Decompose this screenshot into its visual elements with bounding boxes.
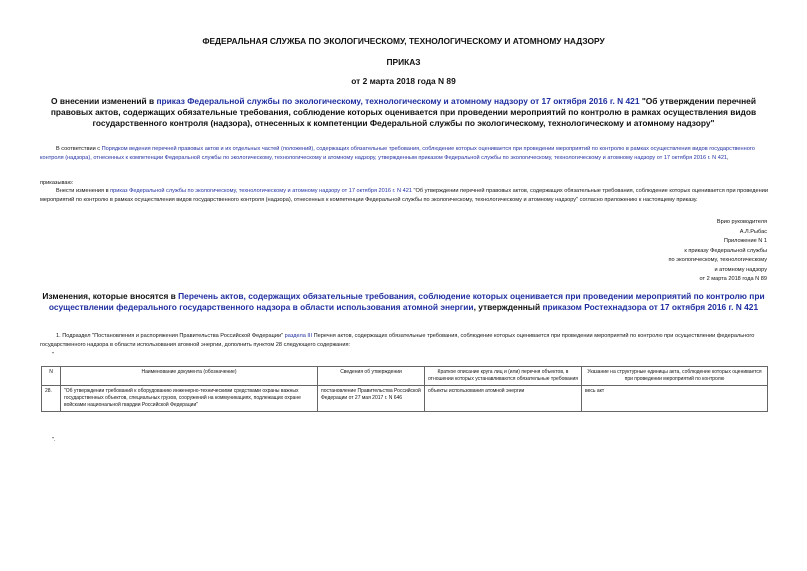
item-1-part1: 1. Подраздел "Постановления и распоряжения Правительства Российской Федерации" <box>56 333 285 339</box>
rostekhnadzor-order-link[interactable]: приказом Ростехнадзора от 17 октября 2016 г. N 421 <box>542 302 759 312</box>
prikazyvayu-text: приказываю: <box>40 180 74 186</box>
quote-close: ". <box>52 437 56 443</box>
order-title-part1: О внесении изменений в <box>51 96 157 106</box>
quote-open: " <box>52 352 54 358</box>
preamble-part2: , <box>727 154 729 161</box>
appendix-line-2: к приказу Федеральной службы <box>684 247 767 254</box>
cell-approval: постановление Правительства Российской Федерации от 27 мая 2017 г. N 646 <box>318 386 425 412</box>
col-header-scope: Краткое описание круга лиц и (или) перечня объектов, в отношении которых устанавливаются обязательные требования <box>425 367 582 386</box>
amendment-paragraph <box>40 187 770 204</box>
signature-name: А.Л.Рыбас <box>739 228 767 235</box>
agency-heading: ФЕДЕРАЛЬНАЯ СЛУЖБА ПО ЭКОЛОГИЧЕСКОМУ, ТЕХНОЛОГИЧЕСКОМУ И АТОМНОМУ НАДЗОРУ <box>202 36 605 46</box>
item-1-part2: Перечня актов, содержащих обязательные требования, соблюдение которых оценивается при проведении мероприятий по контролю при осуществлении федерального государственного надзора в области использования атомной энергии, дополнить пунктом 28 следующего содержания: <box>40 333 755 348</box>
cell-name: "Об утверждении требований к оборудованию инженерно-техническими средствами охраны важных государственных объектов, специальных грузов, сооружений на коммуникациях, подлежащих охране войсками национальной гвардии Российской Федерации" <box>61 386 318 412</box>
procedure-link[interactable]: Порядком ведения перечней правовых актов и их отдельных частей (положений), содержащих обязательные требования, соблюдение которых оценивается при проведении мероприятий по контролю в рамках осуществления видов государственного контроля (надзора), отнесенных к компетенции Федеральной службы по экологическому, технологическому и атомному надзору, утвержденным приказом Федеральной службы по экологическому, технологическому и атомному надзору от 17 октября 2016 г. N 421 <box>40 146 755 161</box>
amendment-part1: Внести изменения в <box>56 188 111 194</box>
item-1-paragraph <box>40 332 770 349</box>
section-iii-link[interactable]: раздела III <box>284 333 313 339</box>
changes-title <box>40 291 767 313</box>
preamble-part1: В соответствии с <box>56 146 102 152</box>
amendment-table <box>41 366 768 412</box>
order-title-link[interactable]: приказ Федеральной службы по экологическому, технологическому и атомному надзору от 17 октября 2016 г. N 421 <box>156 96 640 106</box>
list-link[interactable]: Перечень актов, содержащих обязательные требования, соблюдение которых оценивается при проведении мероприятий по контролю при осуществлении федерального государственного надзора в области использования атомной энергии <box>48 291 765 312</box>
col-header-n: N <box>42 367 61 386</box>
appendix-line-3: по экологическому, технологическому <box>668 257 767 263</box>
cell-units: весь акт <box>582 386 768 412</box>
preamble-paragraph <box>40 145 770 162</box>
changes-title-part1: Изменения, которые вносятся в <box>42 291 179 301</box>
order-421-link[interactable]: приказ Федеральной службы по экологическому, технологическому и атомному надзору от 17 октября 2016 г. N 421 <box>110 188 412 194</box>
col-header-units: Указание на структурные единицы акта, соблюдение которых оценивается при проведении мероприятий по контролю <box>582 367 768 386</box>
doc-date: от 2 марта 2018 года N 89 <box>351 76 456 86</box>
order-title <box>40 96 767 129</box>
table-header-row <box>42 367 768 386</box>
table-row <box>42 386 768 412</box>
col-header-name: Наименование документа (обозначение) <box>61 367 318 386</box>
cell-n: 28. <box>42 386 61 412</box>
appendix-line-4: и атомному надзору <box>714 266 767 273</box>
signature-block <box>669 218 767 285</box>
appendix-line-5: от 2 марта 2018 года N 89 <box>699 276 767 282</box>
doc-type-heading: ПРИКАЗ <box>386 57 421 67</box>
appendix-line-1: Приложение N 1 <box>723 238 767 244</box>
amendment-part2: "Об утверждении перечней правовых актов, содержащих обязательные требования, соблюдение которых оценивается при проведении мероприятий по контролю в рамках осуществления видов государственного контроля (надзора), отнесенных к компетенции Федеральной службы по экологическому, технологическому и атомному надзору" согласно приложению к настоящему приказу. <box>40 188 768 203</box>
col-header-approval: Сведения об утверждении <box>318 367 425 386</box>
cell-scope: объекты использования атомной энергии <box>425 386 582 412</box>
changes-title-part2: , утвержденный <box>473 302 543 312</box>
order-title-part2: "Об утверждении перечней правовых актов, содержащих обязательные требования, соблюдение которых оценивается при проведении мероприятий по контролю в рамках осуществления видов государственного контроля (надзора), отнесенных к компетенции Федеральной службы по экологическому, технологическому и атомному надзору" <box>50 96 757 128</box>
signature-role: Врио руководителя <box>716 219 767 225</box>
